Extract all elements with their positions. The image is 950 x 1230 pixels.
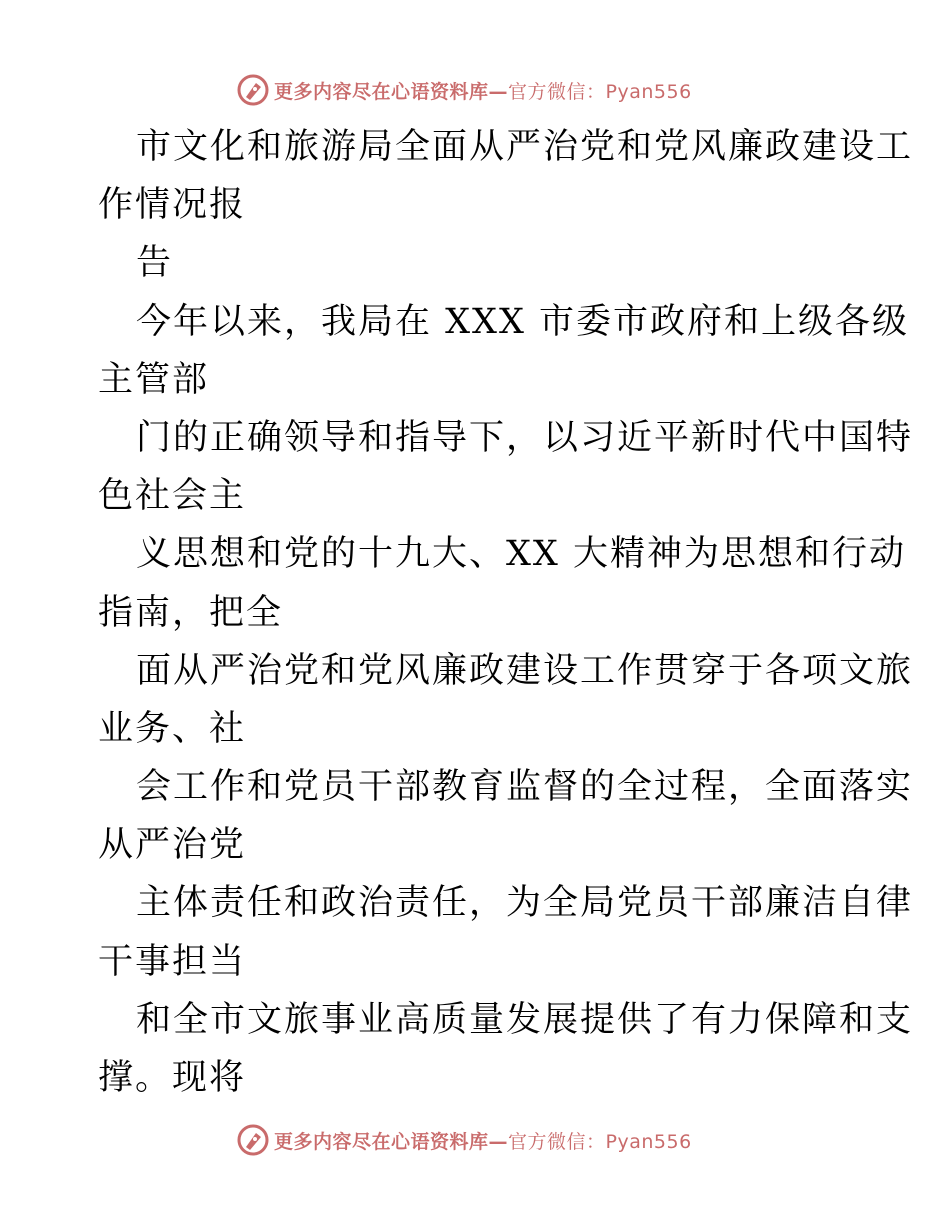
header-watermark-banner — [236, 72, 716, 108]
body-line: 面从严治党和党风廉政建设工作贯穿于各项文旅 — [136, 650, 914, 691]
body-line: 市文化和旅游局全面从严治党和党风廉政建设工 — [136, 127, 914, 167]
header-wechat-text: 官方微信：Pyan556 — [508, 80, 692, 103]
body-line: 干事担当 — [98, 941, 247, 982]
body-line: 今年以来，我局在 XXX 市委市政府和上级各级 — [136, 301, 910, 342]
body-line: 会工作和党员干部教育监督的全过程，全面落实 — [136, 767, 914, 808]
body-line: 从严治党 — [98, 825, 247, 866]
body-line: 告 — [136, 243, 174, 284]
body-line: 门的正确领导和指导下，以习近平新时代中国特 — [136, 417, 914, 458]
pen-nib-logo-icon — [236, 1123, 270, 1157]
body-line: 色社会主 — [98, 476, 247, 517]
document-body — [98, 118, 914, 1107]
pen-nib-logo-icon — [236, 73, 270, 107]
header-site-text: 更多内容尽在心语资料库— — [274, 80, 509, 103]
body-line: 撑。现将 — [98, 1058, 247, 1098]
body-line: 义思想和党的十九大、XX 大精神为思想和行动 — [136, 534, 906, 575]
footer-wechat-text: 官方微信：Pyan556 — [508, 1130, 692, 1153]
body-line: 作情况报 — [98, 185, 247, 226]
body-line: 指南，把全 — [98, 592, 284, 633]
body-line: 和全市文旅事业高质量发展提供了有力保障和支 — [136, 999, 914, 1040]
header-banner-text — [274, 77, 692, 104]
body-line: 业务、社 — [98, 708, 247, 749]
footer-watermark-banner — [236, 1122, 716, 1158]
footer-site-text: 更多内容尽在心语资料库— — [274, 1130, 509, 1153]
body-line: 主管部 — [98, 359, 210, 400]
footer-banner-text — [274, 1127, 692, 1154]
body-line: 主体责任和政治责任，为全局党员干部廉洁自律 — [136, 883, 914, 924]
